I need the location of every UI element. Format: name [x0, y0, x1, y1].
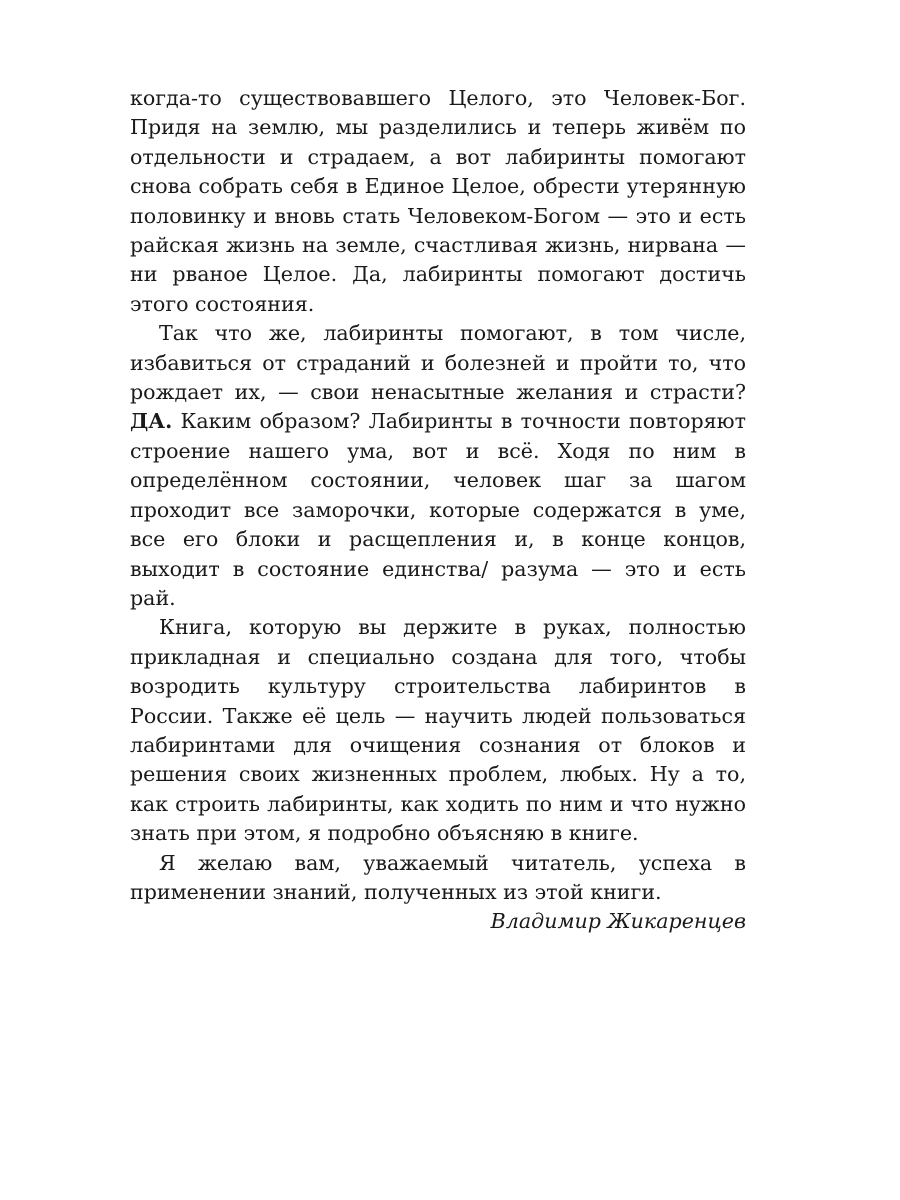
paragraph-labyrinths-help	[130, 319, 746, 613]
paragraph-book-purpose: Книга, которую вы держите в руках, полностью прикладная и специально создана для того, чтобы возродить культуру строительства лабиринтов в России. Также её цель — научить людей пользоваться лабиринтами для очищения сознания от блоков и решения своих жизненных проблем, любых. Ну а то, как строить лабиринты, как ходить по ним и что нужно знать при этом, я подробно объясняю в книге.	[130, 615, 746, 846]
author-signature: Владимир Жикаренцев	[490, 909, 746, 934]
emphasis-answer: ДА.	[130, 409, 173, 434]
paragraph-wishes: Я желаю вам, уважаемый читатель, успеха в применении знаний, полученных из этой книги.	[130, 850, 746, 904]
paragraph-text: Так что же, лабиринты помогают, в том числе, избавиться от страданий и болезней и пройти то, что рождает их, — свои ненасытные желания и страсти?	[130, 321, 746, 405]
paragraph-continuation: когда-то существовавшего Целого, это Человек-Бог. Придя на землю, мы разделились и теперь живём по отдельности и страдаем, а вот лабиринты помогают снова собрать себя в Единое Целое, обрести утерянную половинку и вновь стать Человеком-Богом — это и есть райская жизнь на земле, счастливая жизнь, нирвана — ни рваное Целое. Да, лабиринты помогают достичь этого состояния.	[130, 86, 746, 316]
page-text	[130, 84, 746, 937]
paragraph-text: Каким образом? Лабиринты в точности повторяют строение нашего ума, вот и всё. Ходя по ним в определённом состоянии, человек шаг за шагом проходит все заморочки, которые содержатся в уме, все его блоки и расщепления и, в конце концов, выходит в состояние единства/ разума — это и есть рай.	[130, 409, 746, 610]
